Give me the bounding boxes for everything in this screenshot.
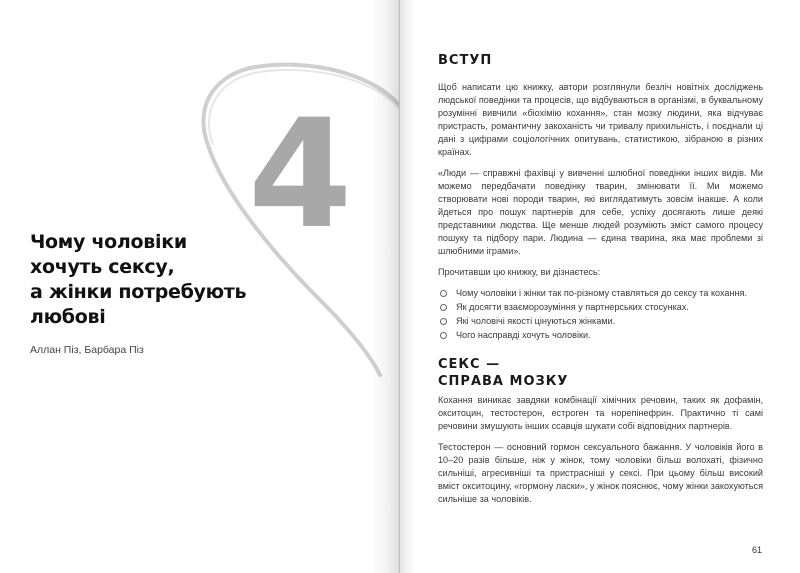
list-item: Чому чоловіки і жінки так по-різному ставляться до сексу та кохання.: [438, 287, 763, 300]
book-title-line: Чому чоловіки: [30, 231, 187, 253]
paragraph: Кохання виникає завдяки комбінації хімічних речовин, таких як дофамін, окситоцин, тестостерон, естроген та норепінефрин. Практично ті самі речовини змушують інших ссавців шукати собі відповідних партнерів.: [438, 395, 763, 431]
paragraph: Щоб написати цю книжку, автори розглянули безліч новітніх досліджень людської поведінки та процесів, що відбуваються в організмі, в буквальному розумінні вивчили «біохімію кохання», стан мозку людини, яка відчуває пристрасть, романтичну закоханість чи тривалу прихильність, і поєднали ці дані з цифрами соціологічних опитувань, статистикою, зібраною в різних країнах.: [438, 82, 763, 157]
gutter-shadow-left: [372, 0, 400, 573]
gutter-shadow-right: [400, 0, 414, 573]
section-heading-intro: ВСТУП: [438, 53, 493, 68]
book-title-line: любові: [30, 306, 106, 328]
section-heading-sex-brain: [438, 356, 763, 390]
book-title-line: а жінки потребують: [30, 281, 247, 303]
book-authors: Аллан Піз, Барбара Піз: [30, 344, 144, 356]
list-item: Які чоловічі якості цінуються жінками.: [438, 315, 763, 328]
paragraph: Прочитавши цю книжку, ви дізнаєтесь:: [438, 267, 601, 277]
section-heading-line: СПРАВА МОЗКУ: [438, 374, 569, 389]
list-item: Як досягти взаєморозуміння у партнерських стосунках.: [438, 301, 763, 314]
paragraph: Тестостерон — основний гормон сексуального бажання. У чоловіків його в 10–20 разів більше, ніж у жінок, тому чоловіки більш волохаті, фізично сильніші, агресивніші та пристрасніші у сексі. При цьому більш високий вміст окситоцину, «гормону ласки», у жінок пояснює, чому жінки закохуються сильніше за чоловіків.: [438, 442, 763, 504]
quote-paragraph: «Люди — справжні фахівці у вивченні шлюбної поведінки інших видів. Ми можемо передбачати поведінку тварин, змінювати її. Ми можемо створювати нові породи тварин, які виглядатимуть зовсім інакше. А коли йдеться про пошук партнерів для себе, успіху досягають лише деякі представники людства. Ще менше людей розуміють зміст самого процесу пошуку та підбору пари. Людина — єдина тварина, яка має проблеми зі шлюбними іграми».: [438, 168, 763, 256]
book-title-line: хочуть сексу,: [30, 256, 175, 278]
bullet-list: [438, 287, 763, 342]
right-page: [400, 0, 800, 573]
list-item: Чого насправді хочуть чоловіки.: [438, 329, 763, 342]
page-number: 61: [751, 545, 762, 555]
chapter-number: 4: [248, 88, 351, 262]
right-page-content: [438, 52, 763, 514]
book-title: [30, 230, 370, 330]
section-heading-line: СЕКС —: [438, 357, 501, 372]
